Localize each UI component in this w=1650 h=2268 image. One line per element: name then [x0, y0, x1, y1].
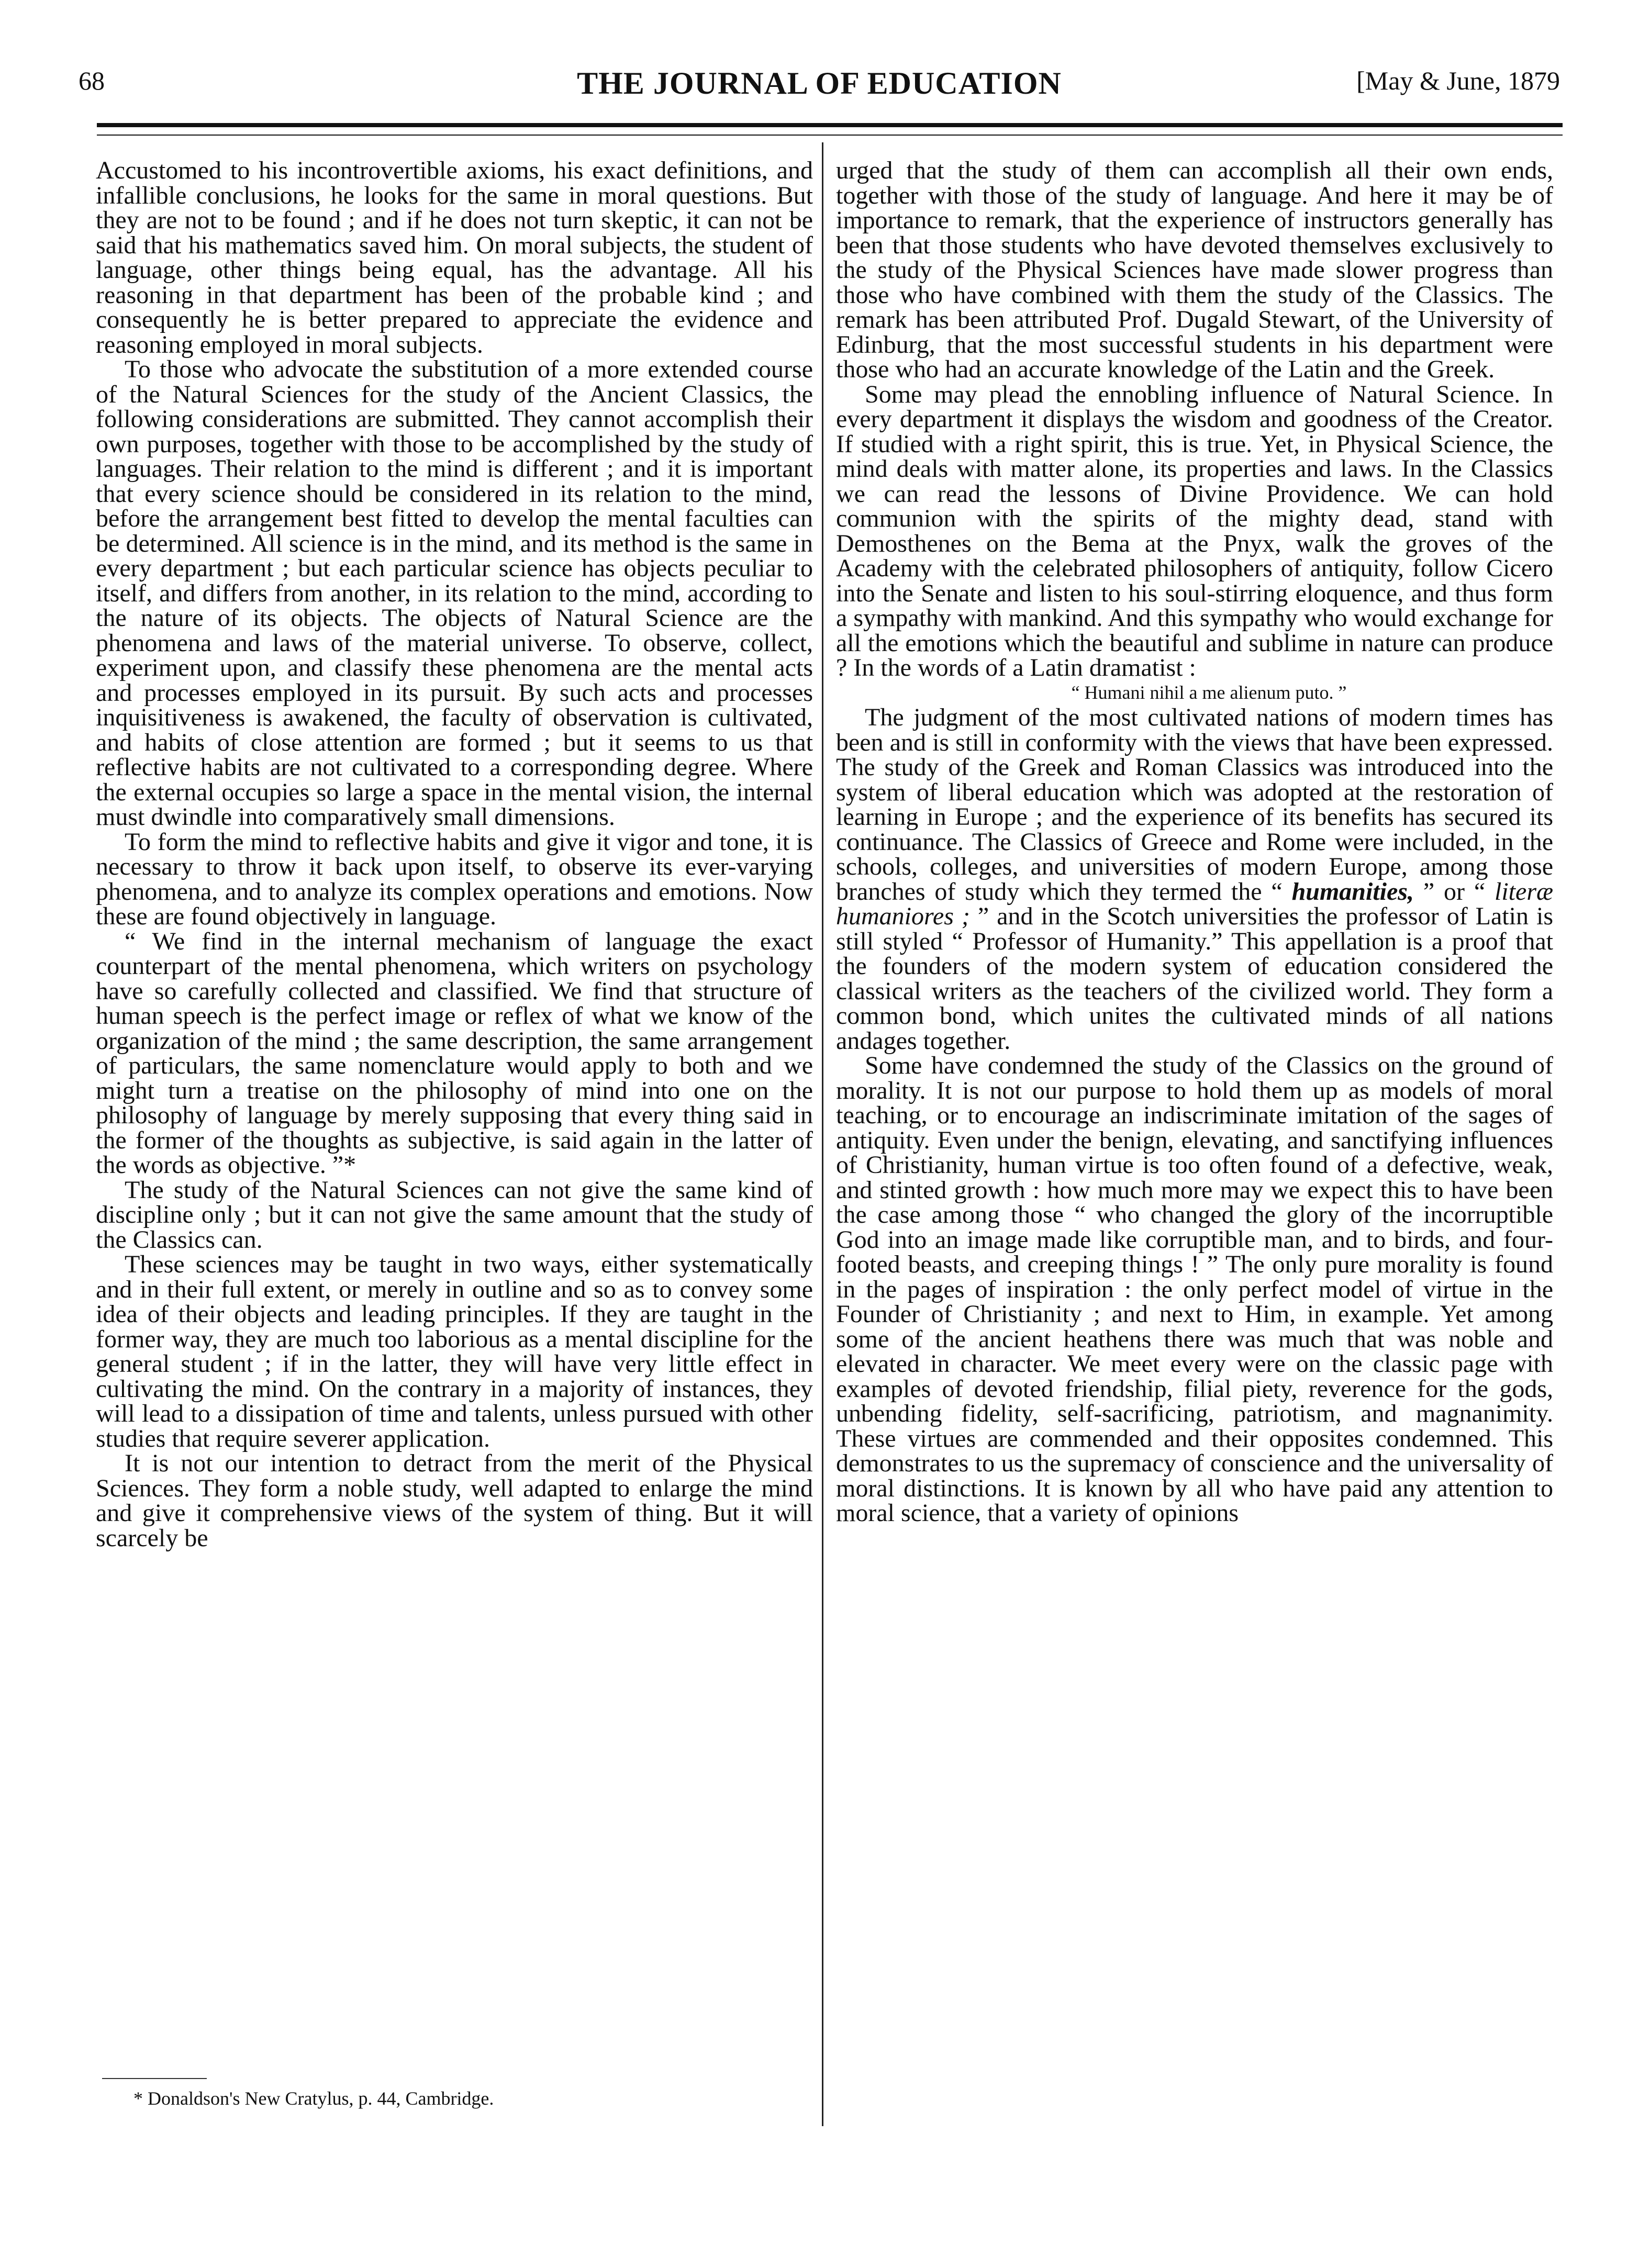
column-divider	[822, 142, 823, 2126]
paragraph: It is not our intention to detract from the merit of the Physical Sciences. They form a noble study, well adapted to enlarge the mind and give it comprehensive views of the system of thing. But it will scarcely be	[96, 1449, 813, 1552]
paragraph: These sciences may be taught in two ways, either systematically and in their full extent, or merely in outline and so as to convey some idea of their objects and leading principles. If they are taught in the former way, they are much too laborious as a mental discipline for the general student ; if in the latter, they will have very little effect in cultivating the mind. On the contrary in a majority of instances, they will lead to a dissipation of time and talents, unless pursued with other studies that require severer application.	[96, 1250, 813, 1453]
header-rule-thin	[97, 135, 1563, 136]
text-run: ” and in the Scotch universities the professor of Latin is still styled “ Professor of Humanity.” This appellation is a proof that the founders of the modern system of education considered the classical writers as the teachers of the civilized world. They form a common bond, which unites the cultivated minds of all nations andages together.	[836, 902, 1553, 1055]
paragraph-judgment	[836, 705, 1553, 1053]
text-run: The judgment of the most cultivated nations of modern times has been and is still in conformity with the views that have been expressed. The study of the Greek and Roman Classics was introduced into the system of liberal education which was adopted at the restoration of learning in Europe ; and the experience of its benefits has secured its continuance. The Classics of Greece and Rome were included, in the schools, colleges, and universities of modern Europe, among those branches of study which they termed the “	[836, 703, 1553, 906]
text-run: ” or “	[1413, 877, 1495, 906]
paragraph: To those who advocate the substitution of a more extended course of the Natural Sciences for the study of the Ancient Classics, the following considerations are submitted. They cannot accomplish their own purposes, together with those to be accomplished by the study of languages. Their relation to the mind is different ; and it is important that every science should be considered in its relation to the mind, before the arrangement best fitted to develop the mental faculties can be determined. All science is in the mind, and its method is the same in every department ; but each particular science has objects peculiar to itself, and differs from another, in its relation to the mind, according to the nature of its objects. The objects of Natural Science are the phenomena and laws of the material universe. To observe, collect, experiment upon, and classify these phenomena are the mental acts and processes employed in its pursuit. By such acts and processes inquisitiveness is awakened, the faculty of observation is cultivated, and habits of close attention are formed ; but it seems to us that reflective habits are not cultivated to a corresponding degree. Where the external occupies so large a space in the mental vision, the internal must dwindle into comparatively small dimensions.	[96, 355, 813, 831]
header-rule-thick	[97, 123, 1563, 127]
page-number: 68	[79, 66, 105, 95]
latin-quote: “ Humani nihil a me alienum puto. ”	[1071, 681, 1347, 703]
page-header	[79, 65, 1560, 107]
paragraph: Accustomed to his incontrovertible axioms, his exact definitions, and infallible conclusions, he looks for the same in moral questions. But they are not to be found ; and if he does not turn skeptic, it can not be said that his mathematics saved him. On moral subjects, the student of language, other things being equal, has the advantage. All his reasoning in that department has been of the probable kind ; and consequently he is better prepared to appreciate the evidence and reasoning employed in moral subjects.	[96, 157, 813, 359]
paragraph: To form the mind to reflective habits and give it vigor and tone, it is necessary to throw it back upon itself, to observe its ever-varying phenomena, and to analyze its complex operations and emotions. Now these are found objectively in language.	[96, 828, 813, 930]
paragraph: Some have condemned the study of the Classics on the ground of morality. It is not our purpose to hold them up as models of moral teaching, or to encourage an indiscriminate imitation of the sages of antiquity. Even under the benign, elevating, and sanctifying influences of Christianity, human virtue is too often found of a defective, weak, and stinted growth : how much more may we expect this to have been the case among those “ who changed the glory of the incorruptible God into an image made like corruptible man, and to birds, and four-footed beasts, and creeping things ! ” The only pure morality is found in the pages of inspiration : the only perfect model of virtue in the Founder of Christianity ; and next to Him, in example. Yet among some of the ancient heathens there was much that was noble and elevated in character. We meet every were on the classic page with examples of devoted friendship, filial piety, reverence for the gods, unbending fidelity, self-sacrificing, patriotism, and magnanimity. These virtues are commended and their opposites condemned. This demonstrates to us the supremacy of conscience and the universality of moral distinctions. It is known by all who have paid any attention to moral science, that a variety of opinions	[836, 1052, 1553, 1527]
paragraph: Some may plead the ennobling influence of Natural Science. In every department it displays the wisdom and goodness of the Creator. If studied with a right spirit, this is true. Yet, in Physical Science, the mind deals with matter alone, its properties and laws. In the Classics we can read the lessons of Divine Providence. We can hold communion with the spirits of the mighty dead, stand with Demosthenes on the Bema at the Pnyx, walk the groves of the Academy with the celebrated philosophers of antiquity, follow Cicero into the Senate and listen to his soul-stirring eloquence, and thus form a sympathy with mankind. And this sympathy who would exchange for all the emotions which the beautiful and sublime in nature can produce ? In the words of a Latin dramatist :	[836, 380, 1553, 681]
term-literae-humaniores: literæ humaniores ;	[836, 877, 1554, 930]
term-humanities: humanities,	[1291, 877, 1414, 906]
quotation-paragraph: “ We find in the internal mechanism of language the exact counterpart of the mental phenomena, which writers on psychology have so carefully collected and classified. We find that structure of human speech is the perfect image or reflex of what we know of the organization of the mind ; the same description, the same arrangement of particulars, the same nomenclature would apply to both and we might turn a treatise on the philosophy of mind into one on the philosophy of language by merely supposing that every thing said in the former of the thoughts as subjective, is said again in the latter of the words as objective. ”*	[96, 927, 813, 1179]
footnote: * Donaldson's New Cratylus, p. 44, Cambridge.	[133, 2088, 494, 2109]
left-column	[96, 158, 813, 1550]
journal-title: THE JOURNAL OF EDUCATION	[577, 66, 1062, 100]
issue-date: [May & June, 1879	[1356, 66, 1560, 95]
right-column	[836, 158, 1553, 1526]
paragraph: The study of the Natural Sciences can not give the same kind of discipline only ; but it can not give the same amount that the study of the Classics can.	[96, 1176, 813, 1254]
footnote-rule	[102, 2078, 207, 2079]
paragraph: urged that the study of them can accomplish all their own ends, together with those of the study of language. And here it may be of importance to remark, that the experience of instructors generally has been that those students who have devoted themselves exclusively to the study of the Physical Sciences have made slower progress than those who have combined with them the study of the Classics. The remark has been attributed Prof. Dugald Stewart, of the University of Edinburg, that the most successful students in his department were those who had an accurate knowledge of the Latin and the Greek.	[836, 157, 1553, 383]
